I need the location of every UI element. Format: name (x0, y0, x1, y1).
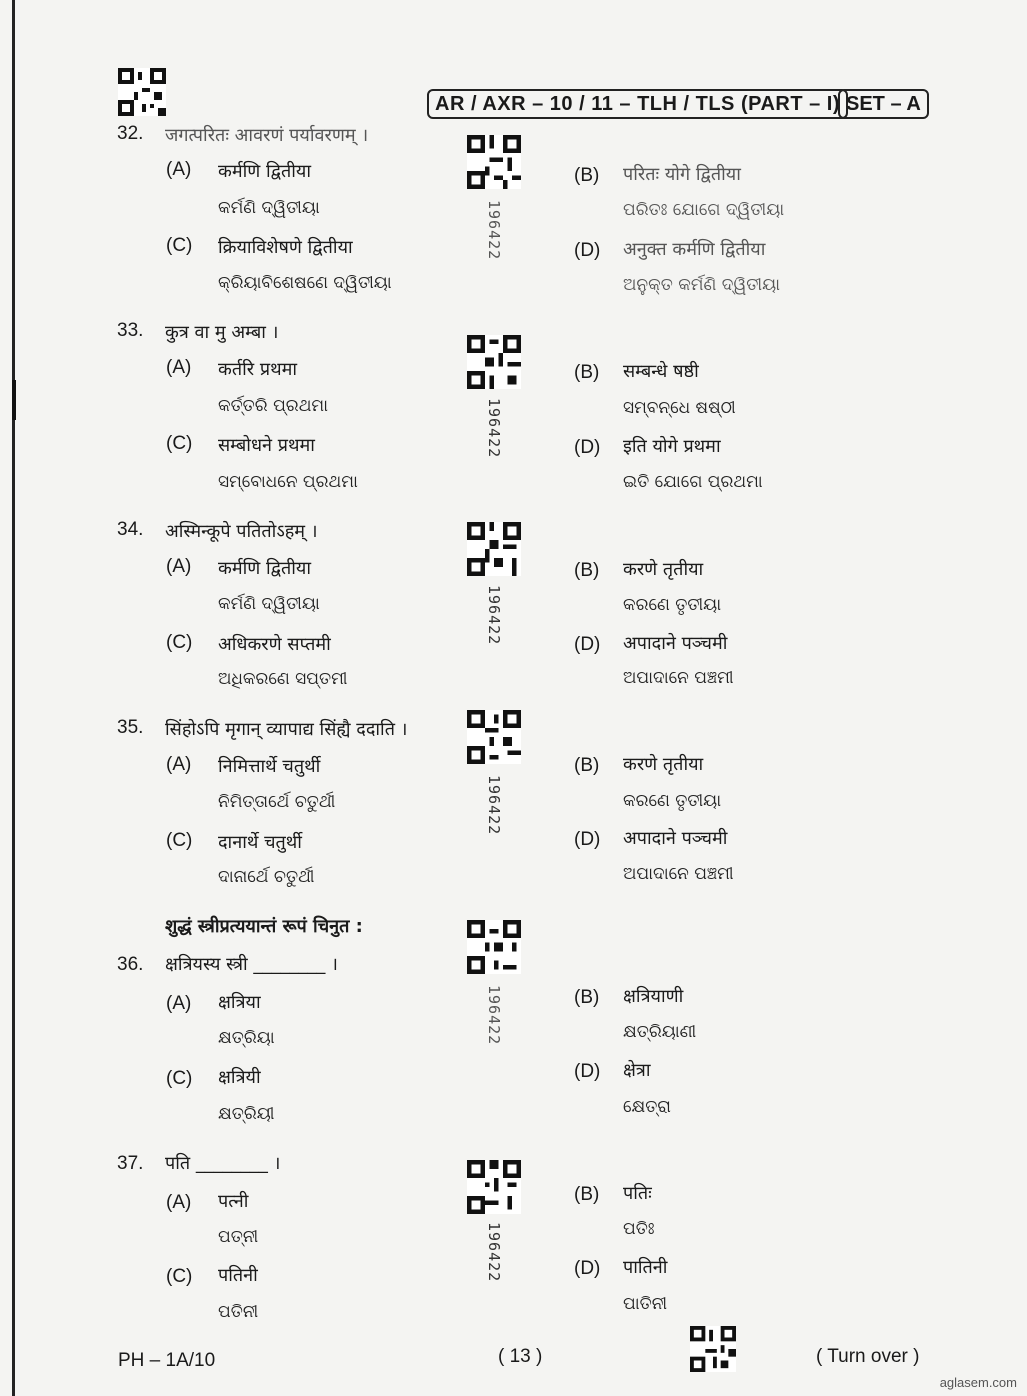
option-label: (D) (574, 634, 601, 655)
question-text: सिंहोऽपि मृगान् व्यापाद्य सिंह्यै ददाति । (165, 719, 408, 740)
option-odia: ନିମିତ୍ତାର୍ଥେ ଚତୁର୍ଥୀ (218, 792, 336, 812)
question-number: 34. (117, 519, 144, 540)
option-odia: ପରିତଃ ଯୋଗେ ଦ୍ୱିତୀୟା (623, 200, 785, 220)
option-sanskrit: अधिकरणे सप्तमी (218, 634, 331, 655)
option-sanskrit: दानार्थे चतुर्थी (218, 832, 302, 853)
option-label: (C) (166, 1068, 193, 1089)
option-sanskrit: पतिनी (218, 1265, 258, 1286)
question-text: जगत्परितः आवरणं पर्यावरणम् । (165, 125, 369, 146)
qr-code (467, 1160, 521, 1214)
option-label: (B) (574, 165, 600, 186)
option-odia: କ୍ଷତ୍ରିୟୀ (218, 1104, 275, 1124)
option-sanskrit: अनुक्त कर्मणि द्वितीया (623, 239, 766, 260)
option-sanskrit: सम्बन्धे षष्ठी (623, 361, 699, 382)
option-sanskrit: अपादाने पञ्चमी (623, 633, 728, 654)
option-odia: ଦାନାର୍ଥେ ଚତୁର୍ଥୀ (218, 867, 315, 887)
option-label: (D) (574, 437, 601, 458)
option-odia: ଅନୁକ୍ତ କର୍ମଣି ଦ୍ୱିତୀୟା (623, 275, 781, 295)
question-number: 36. (117, 954, 144, 975)
option-odia: କର୍ମଣି ଦ୍ୱିତୀୟା (218, 594, 320, 614)
option-odia: କ୍ଷେତ୍ରା (623, 1097, 671, 1117)
option-odia: କରଣେ ତୃତୀୟା (623, 595, 722, 615)
option-sanskrit: सम्बोधने प्रथमा (218, 435, 315, 456)
option-label: (B) (574, 755, 600, 776)
qr-code (467, 335, 521, 389)
exam-code-box: AR / AXR – 10 / 11 – TLH / TLS (PART – I) (427, 89, 848, 119)
option-odia: ପତ୍ନୀ (218, 1227, 259, 1247)
option-sanskrit: क्षत्रियी (218, 1067, 261, 1088)
option-sanskrit: क्षत्रियाणी (623, 986, 684, 1007)
option-sanskrit: क्रियाविशेषणे द्वितीया (218, 237, 353, 258)
option-sanskrit: कर्मणि द्वितीया (218, 161, 312, 182)
qr-code-bottom (690, 1326, 736, 1372)
option-label: (C) (166, 235, 193, 256)
option-sanskrit: पत्नी (218, 1191, 249, 1212)
option-label: (C) (166, 830, 193, 851)
serial-number: 196422 (485, 775, 503, 836)
option-sanskrit: परितः योगे द्वितीया (623, 164, 741, 185)
option-sanskrit: करणे तृतीया (623, 559, 704, 580)
qr-code (467, 920, 521, 974)
option-odia: ଅଧିକରଣେ ସପ୍ତମୀ (218, 669, 348, 689)
serial-number: 196422 (485, 585, 503, 646)
option-sanskrit: अपादाने पञ्चमी (623, 828, 728, 849)
option-odia: ଇତି ଯୋଗେ ପ୍ରଥମା (623, 472, 763, 492)
option-sanskrit: इति योगे प्रथमा (623, 436, 721, 457)
option-label: (B) (574, 560, 600, 581)
option-sanskrit: करणे तृतीया (623, 754, 704, 775)
option-sanskrit: पातिनी (623, 1257, 668, 1278)
option-odia: କ୍ଷତ୍ରିୟାଣୀ (623, 1022, 697, 1042)
option-label: (D) (574, 1061, 601, 1082)
option-label: (B) (574, 362, 600, 383)
option-odia: ସମ୍ବନ୍ଧେ ଷଷ୍ଠୀ (623, 398, 736, 418)
option-label: (C) (166, 632, 193, 653)
option-odia: କରଣେ ତୃତୀୟା (623, 791, 722, 811)
page-number: ( 13 ) (498, 1346, 543, 1367)
option-sanskrit: कर्मणि द्वितीया (218, 558, 312, 579)
option-odia: କ୍ରିୟାବିଶେଷଣେ ଦ୍ୱିତୀୟା (218, 273, 392, 293)
question-number: 33. (117, 320, 144, 341)
question-number: 32. (117, 123, 144, 144)
question-text: अस्मिन्कूपे पतितोऽहम् । (165, 521, 318, 542)
footer-code: PH – 1A/10 (118, 1350, 216, 1371)
option-label: (C) (166, 433, 193, 454)
option-sanskrit: पतिः (623, 1183, 652, 1204)
question-text: पति ________ । (165, 1153, 281, 1174)
option-label: (A) (166, 993, 192, 1014)
option-odia: ପତିଃ (623, 1219, 655, 1239)
question-text: कुत्र वा मु अम्बा । (165, 322, 279, 343)
option-odia: ପାତିନୀ (623, 1294, 668, 1314)
option-label: (C) (166, 1266, 193, 1287)
option-label: (B) (574, 1184, 600, 1205)
option-odia: ଅପାଦାନେ ପଞ୍ଚମୀ (623, 668, 734, 688)
option-label: (A) (166, 357, 192, 378)
qr-code (467, 710, 521, 764)
option-label: (D) (574, 1258, 601, 1279)
qr-code (467, 522, 521, 576)
serial-number: 196422 (485, 398, 503, 459)
option-odia: କ୍ଷତ୍ରିୟା (218, 1028, 275, 1048)
left-margin-line (12, 0, 15, 1396)
watermark: aglasem.com (939, 1375, 1017, 1390)
serial-number: 196422 (485, 985, 503, 1046)
option-label: (D) (574, 240, 601, 261)
question-number: 35. (117, 717, 144, 738)
qr-code (467, 135, 521, 189)
qr-code-top (118, 68, 166, 116)
serial-number: 196422 (485, 200, 503, 261)
option-odia: ଅପାଦାନେ ପଞ୍ଚମୀ (623, 864, 734, 884)
option-sanskrit: क्षत्रिया (218, 992, 261, 1013)
option-sanskrit: कर्तरि प्रथमा (218, 359, 297, 380)
turn-over-note: ( Turn over ) (816, 1346, 920, 1367)
option-odia: ପତିନୀ (218, 1302, 259, 1322)
question-text: क्षत्रियस्य स्त्री ________ । (165, 954, 338, 975)
serial-number: 196422 (485, 1222, 503, 1283)
option-sanskrit: क्षेत्रा (623, 1060, 651, 1081)
margin-mark (12, 380, 16, 420)
set-box: SET – A (838, 89, 929, 119)
option-label: (A) (166, 159, 192, 180)
question-number: 37. (117, 1153, 144, 1174)
option-sanskrit: निमित्तार्थे चतुर्थी (218, 756, 321, 777)
option-odia: କର୍ମଣି ଦ୍ୱିତୀୟା (218, 198, 320, 218)
section-instruction: शुद्धं स्त्रीप्रत्ययान्तं रूपं चिनुत : (165, 916, 363, 937)
option-label: (A) (166, 556, 192, 577)
option-odia: କର୍ତ୍ତରି ପ୍ରଥମା (218, 396, 329, 416)
option-label: (D) (574, 829, 601, 850)
option-label: (B) (574, 987, 600, 1008)
option-label: (A) (166, 1192, 192, 1213)
option-label: (A) (166, 754, 192, 775)
option-odia: ସମ୍ବୋଧନେ ପ୍ରଥମା (218, 472, 358, 492)
